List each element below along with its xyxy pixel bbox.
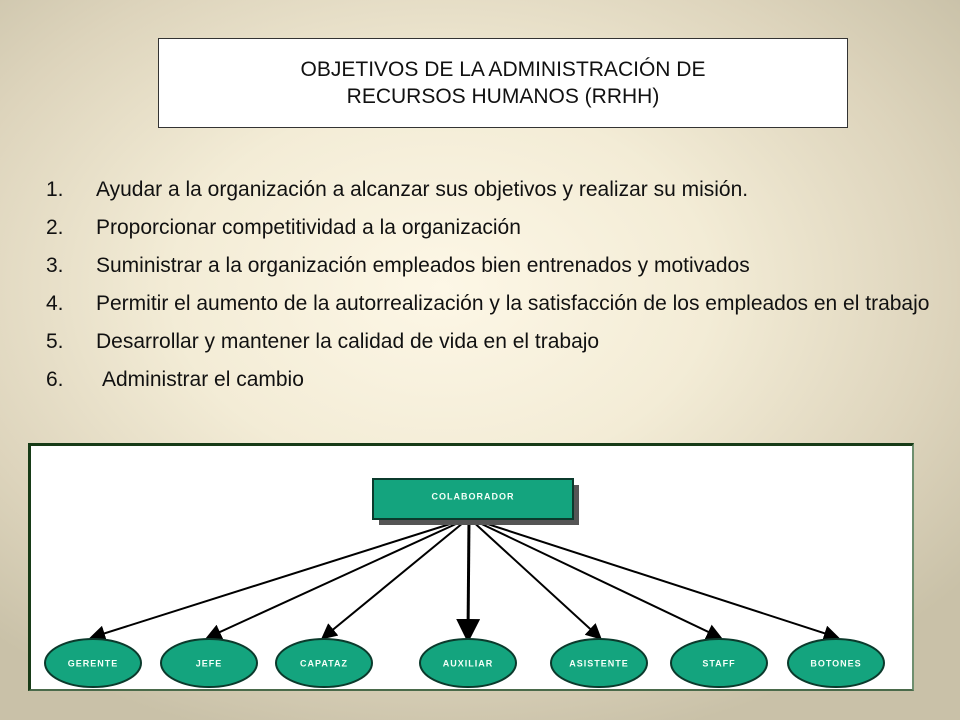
connector-arrow: [468, 518, 469, 637]
org-diagram: [28, 443, 914, 691]
objective-number: 3.: [46, 254, 64, 277]
objective-text: Permitir el aumento de la autorrealización y la satisfacción de los empleados en el trabajo: [96, 292, 930, 315]
objective-number: 6.: [46, 368, 64, 391]
objective-item: [46, 252, 950, 280]
objective-number: 5.: [46, 330, 64, 353]
child-node-label: BOTONES: [810, 658, 862, 669]
child-node-label: AUXILIAR: [442, 658, 494, 669]
title-line-2: RECURSOS HUMANOS (RRHH): [346, 85, 660, 108]
objective-item: [46, 214, 950, 242]
connector-arrow: [324, 518, 469, 637]
objective-number: 4.: [46, 292, 64, 315]
connector-arrow: [469, 518, 599, 637]
objective-text: Suministrar a la organización empleados bien entrenados y motivados: [96, 254, 750, 277]
objective-number: 2.: [46, 216, 64, 239]
child-node-label: GERENTE: [67, 658, 119, 669]
child-node-label: STAFF: [702, 658, 736, 669]
title-line-1: OBJETIVOS DE LA ADMINISTRACIÓN DE: [300, 58, 706, 81]
objective-text: Desarrollar y mantener la calidad de vida en el trabajo: [96, 330, 600, 353]
objectives-list: [46, 176, 950, 404]
connector-arrow: [209, 518, 469, 637]
child-node-label: ASISTENTE: [569, 658, 629, 669]
objective-text: Proporcionar competitividad a la organización: [96, 216, 521, 239]
connector-arrow: [469, 518, 719, 637]
org-diagram-svg: [31, 446, 912, 689]
root-node-label: COLABORADOR: [431, 491, 515, 502]
title-box: [158, 38, 848, 128]
objective-item: [46, 290, 950, 318]
connector-arrow: [93, 518, 469, 637]
objective-number: 1.: [46, 178, 64, 201]
objective-item: [46, 176, 950, 204]
child-node-label: JEFE: [195, 658, 223, 669]
objective-text: Administrar el cambio: [102, 368, 304, 391]
objective-item: [46, 328, 950, 356]
child-node-label: CAPATAZ: [300, 658, 348, 669]
objective-item: [46, 366, 950, 394]
objective-text: Ayudar a la organización a alcanzar sus objetivos y realizar su misión.: [96, 178, 749, 201]
connector-arrow: [469, 518, 836, 637]
